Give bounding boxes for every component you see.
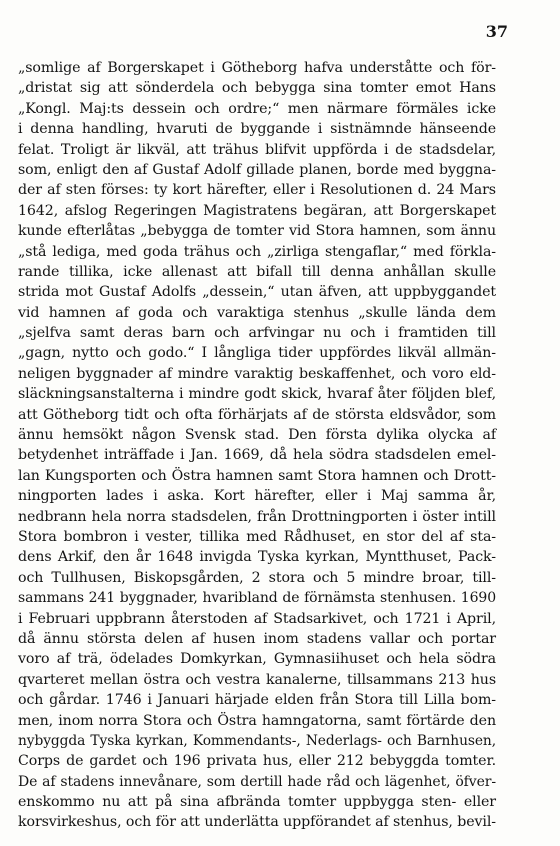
text-line: De af stadens innevånare, som dertill hade råd och lägenhet, öfver- bbox=[18, 773, 496, 790]
text-line: kunde efterlåtas „bebygga de tomter vid Stora hamnen, som ännu bbox=[18, 223, 496, 240]
text-line: betydenhet inträffade i Jan. 1669, då hela södra stadsdelen emel- bbox=[18, 447, 496, 464]
text-line: felat. Troligt är likväl, att trähus blifvit uppförda i de stadsdelar, bbox=[18, 141, 496, 158]
text-line: släckningsanstalterna i mindre godt skick, hvaraf åter följden blef, bbox=[18, 386, 496, 403]
text-line: som, enligt den af Gustaf Adolf gillade planen, borde med byggna- bbox=[18, 161, 496, 178]
text-line: rande tillika, icke allenast att bifall till denna anhållan skulle bbox=[18, 263, 496, 280]
text-line: „sjelfva samt deras barn och arfvingar nu och i framtiden till bbox=[18, 325, 496, 342]
text-line: i denna handling, hvaruti de byggande i sistnämnde hänseende bbox=[18, 121, 496, 138]
text-line: korsvirkeshus, och för att underlätta uppförandet af stenhus, bevil- bbox=[18, 814, 496, 831]
text-line: vid hamnen af goda och varaktiga stenhus „skulle lända dem bbox=[18, 304, 496, 321]
text-line: och gårdar. 1746 i Januari härjade elden från Stora till Lilla bom- bbox=[18, 692, 496, 709]
text-line: „Kongl. Maj:ts dessein och ordre;“ men närmare förmäles icke bbox=[18, 100, 496, 117]
page-number: 37 bbox=[485, 22, 508, 41]
text-line: der af sten förses: ty kort härefter, eller i Resolutionen d. 24 Mars bbox=[18, 182, 496, 199]
text-line: att Götheborg tidt och ofta förhärjats af de största eldsvådor, som bbox=[18, 406, 496, 423]
text-line: dens Arkif, den år 1648 invigda Tyska kyrkan, Myntthuset, Pack- bbox=[18, 549, 496, 566]
text-line: nybyggda Tyska kyrkan, Kommendants-, Nederlags- och Barnhusen, bbox=[18, 732, 496, 749]
text-line: voro af trä, ödelades Domkyrkan, Gymnasiihuset och hela södra bbox=[18, 651, 496, 668]
text-line: ningporten lades i aska. Kort härefter, eller i Maj samma år, bbox=[18, 488, 496, 505]
text-line: qvarteret mellan östra och vestra kanalerne, tillsammans 213 hus bbox=[18, 671, 496, 688]
text-line: strida mot Gustaf Adolfs „dessein,“ utan äfven, att uppbyggandet bbox=[18, 284, 496, 301]
text-line: „stå lediga, med goda trähus och „zirliga stengaflar,“ med förkla- bbox=[18, 243, 496, 260]
text-line: då ännu största delen af husen inom stadens vallar och portar bbox=[18, 630, 496, 647]
text-line: ännu hemsökt någon Svensk stad. Den första dylika olycka af bbox=[18, 427, 496, 444]
text-line: enskommo nu att på sina afbrända tomter uppbygga sten- eller bbox=[18, 794, 496, 811]
text-line: „somlige af Borgerskapet i Götheborg hafva underståtte och för- bbox=[18, 60, 496, 76]
text-line: Corps de gardet och 196 privata hus, eller 212 bebyggda tomter. bbox=[18, 753, 496, 770]
text-line: „dristat sig att sönderdela och bebygga sina tomter emot Hans bbox=[18, 80, 496, 97]
text-line: och Tullhusen, Biskopsgården, 2 stora och 5 mindre broar, till- bbox=[18, 569, 496, 586]
text-line: „gagn, nytto och godo.“ I långliga tider uppfördes likväl allmän- bbox=[18, 345, 496, 362]
text-line: i Februari uppbrann återstoden af Stadsarkivet, och 1721 i April, bbox=[18, 610, 496, 627]
text-line: nedbrann hela norra stadsdelen, från Drottningporten i öster intill bbox=[18, 508, 496, 525]
text-line: sammans 241 byggnader, hvaribland de förnämsta stenhusen. 1690 bbox=[18, 590, 496, 607]
text-line: men, inom norra Stora och Östra hamngatorna, samt förtärde den bbox=[18, 712, 496, 729]
text-line: Stora bombron i vester, tillika med Rådhuset, en stor del af sta- bbox=[18, 528, 496, 545]
text-line: 1642, afslog Regeringen Magistratens begäran, att Borgerskapet bbox=[18, 202, 496, 219]
text-line: lan Kungsporten och Östra hamnen samt Stora hamnen och Drott- bbox=[18, 467, 496, 484]
body-text bbox=[18, 58, 496, 833]
text-line: neligen byggnader af mindre varaktig beskaffenhet, och voro eld- bbox=[18, 365, 496, 382]
